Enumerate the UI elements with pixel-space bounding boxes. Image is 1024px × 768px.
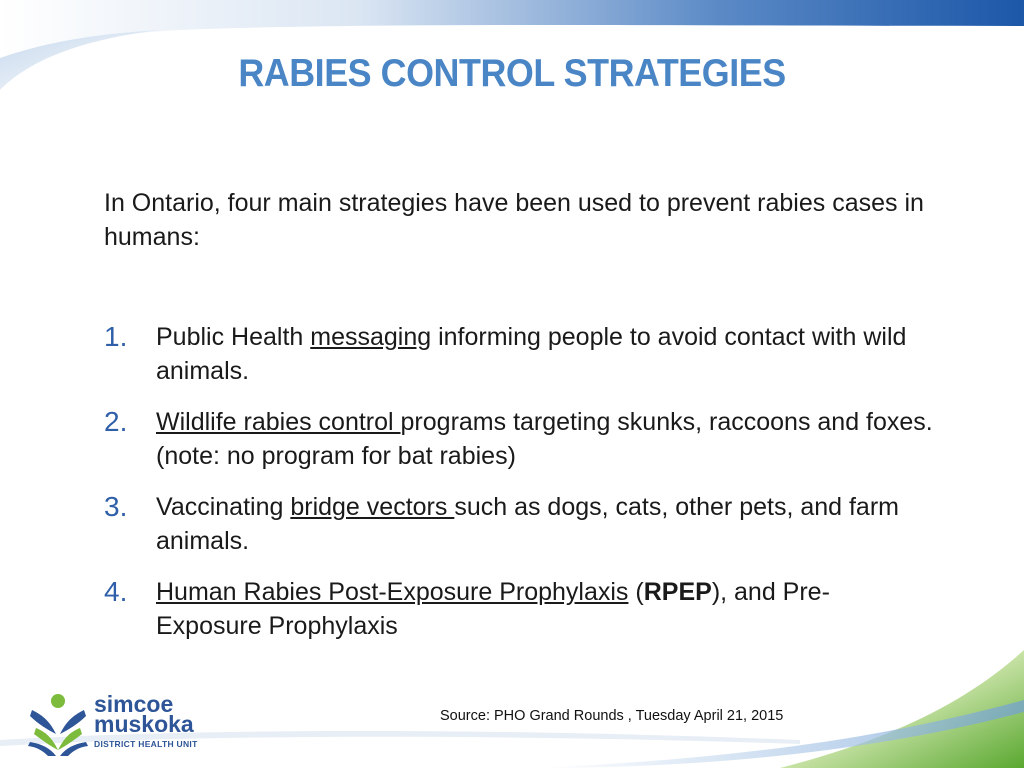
item-underlined-text: bridge vectors — [290, 493, 455, 521]
item-text: Vaccinating — [156, 493, 291, 521]
list-item — [104, 405, 934, 473]
item-underlined-text: Wildlife rabies control — [156, 408, 401, 436]
logo-line-district: DISTRICT HEALTH UNIT — [94, 739, 198, 749]
item-text: programs targeting skunks, raccoons and foxes. (note: no program for bat rabies) — [156, 408, 933, 470]
item-text: ( — [628, 578, 644, 606]
simcoe-muskoka-logo — [28, 690, 218, 756]
list-item — [104, 320, 934, 388]
top-banner — [0, 0, 1024, 58]
strategy-list — [104, 320, 934, 660]
logo-emblem-icon — [28, 690, 88, 756]
item-text: informing people to avoid contact with wild animals. — [156, 323, 907, 385]
logo-line-simcoe: simcoe — [94, 691, 174, 717]
list-number: 4. — [104, 576, 128, 607]
list-item — [104, 575, 934, 643]
list-number: 2. — [104, 406, 128, 437]
item-text: such as dogs, cats, other pets, and farm animals. — [156, 493, 899, 555]
source-citation: Source: PHO Grand Rounds , Tuesday April 21, 2015 — [440, 708, 784, 724]
item-text: Public Health — [156, 323, 311, 351]
list-number: 3. — [104, 491, 128, 522]
item-bold-text: RPEP — [643, 578, 712, 606]
list-number: 1. — [104, 321, 128, 352]
item-underlined-text: messaging — [310, 323, 432, 351]
slide-title: RABIES CONTROL STRATEGIES — [238, 52, 786, 95]
logo-line-muskoka: muskoka — [94, 711, 194, 737]
list-item — [104, 490, 934, 558]
intro-paragraph: In Ontario, four main strategies have been used to prevent rabies cases in humans: — [104, 189, 924, 251]
item-underlined-text: Human Rabies Post-Exposure Prophylaxis — [156, 578, 629, 606]
item-text: ), and Pre-Exposure Prophylaxis — [156, 578, 830, 640]
